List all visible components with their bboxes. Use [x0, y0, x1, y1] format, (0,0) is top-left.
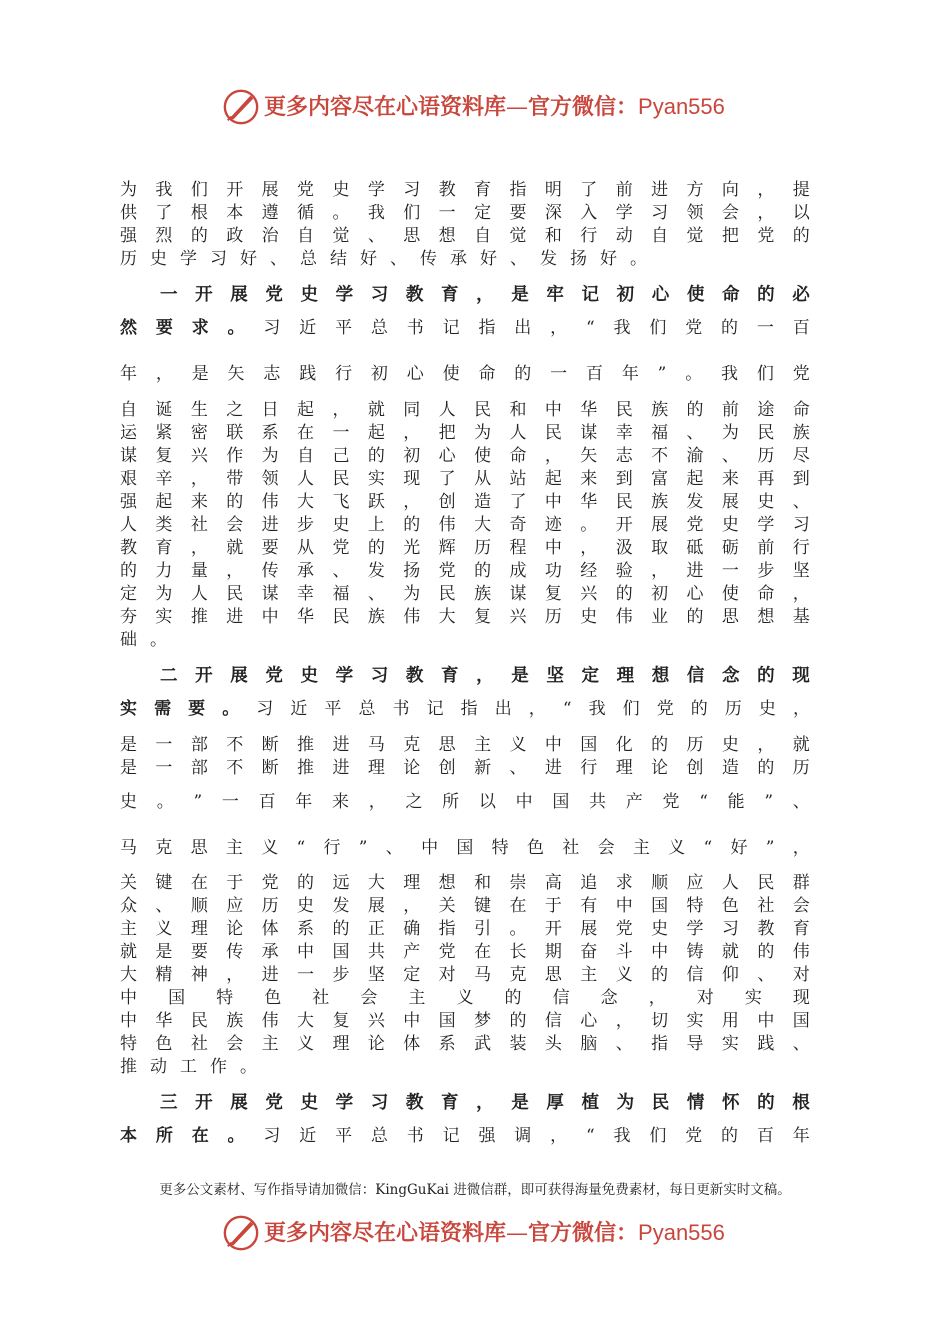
paragraph-line: 础 。: [120, 630, 167, 650]
paragraph-line: 艰 辛 ， 带 领 人 民 实 现 了 从 站 起 来 到 富 起 来 再 到: [120, 469, 810, 489]
quill-logo-icon: [222, 88, 260, 126]
paragraph-line: 的 力 量 ， 传 承 、 发 扬 党 的 成 功 经 验 ， 进 一 步 坚: [120, 561, 810, 581]
paragraph-line: 供 了 根 本 遵 循 。 我 们 一 定 要 深 入 学 习 领 会 ， 以: [120, 203, 810, 223]
banner-wechat-label: 官方微信：: [528, 1220, 639, 1246]
banner-dash: —: [506, 95, 529, 120]
banner-dash: —: [506, 1221, 529, 1246]
quill-logo-icon: [222, 1214, 260, 1252]
paragraph-line: 然 要 求 。 习 近 平 总 书 记 指 出 ， “ 我 们 党 的 一 百: [120, 318, 810, 338]
paragraph-line: 特 色 社 会 主 义 理 论 体 系 武 装 头 脑 、 指 导 实 践 、: [120, 1034, 810, 1054]
section-heading-line: 二 开 展 党 史 学 习 教 育 ， 是 坚 定 理 想 信 念 的 现: [160, 666, 810, 686]
section-heading-line: 三 开 展 党 史 学 习 教 育 ， 是 厚 植 为 民 情 怀 的 根: [160, 1093, 810, 1113]
paragraph-line: 谋 复 兴 作 为 自 己 的 初 心 使 命 ， 矢 志 不 渝 、 历 尽: [120, 446, 810, 466]
banner-text: 更多内容尽在心语资料库: [264, 1220, 507, 1246]
section-heading-line: 一 开 展 党 史 学 习 教 育 ， 是 牢 记 初 心 使 命 的 必: [160, 285, 810, 305]
paragraph-line: 马 克 思 主 义 “ 行 ” 、 中 国 特 色 社 会 主 义 “ 好 ” ，: [120, 838, 810, 858]
paragraph-line: 运 紧 密 联 系 在 一 起 ， 把 为 人 民 谋 幸 福 、 为 民 族: [120, 423, 810, 443]
paragraph-line: 夯 实 推 进 中 华 民 族 伟 大 复 兴 历 史 伟 业 的 思 想 基: [120, 607, 810, 627]
paragraph-line: 史 。 ” 一 百 年 来 ， 之 所 以 中 国 共 产 党 “ 能 ” 、: [120, 792, 810, 812]
banner-text: 更多内容尽在心语资料库: [264, 94, 507, 120]
paragraph-line: 大 精 神 ， 进 一 步 坚 定 对 马 克 思 主 义 的 信 仰 、 对: [120, 965, 810, 985]
paragraph-line: 就 是 要 传 承 中 国 共 产 党 在 长 期 奋 斗 中 铸 就 的 伟: [120, 942, 810, 962]
footer-banner: [0, 1210, 950, 1260]
paragraph-line: 众 、 顺 应 历 史 发 展 ， 关 键 在 于 有 中 国 特 色 社 会: [120, 896, 810, 916]
paragraph-line: 是 一 部 不 断 推 进 马 克 思 主 义 中 国 化 的 历 史 ， 就: [120, 735, 810, 755]
footer-note: 更多公文素材、写作指导请加微信：KingGuKai 进微信群，即可获得海量免费素材，每日更新实时文稿。: [159, 1182, 791, 1198]
paragraph-line: 人 类 社 会 进 步 史 上 的 伟 大 奇 迹 。 开 展 党 史 学 习: [120, 515, 810, 535]
paragraph-line: 自 诞 生 之 日 起 ， 就 同 人 民 和 中 华 民 族 的 前 途 命: [120, 400, 810, 420]
paragraph-line: 主 义 理 论 体 系 的 正 确 指 引 。 开 展 党 史 学 习 教 育: [120, 919, 810, 939]
paragraph-line: 关 键 在 于 党 的 远 大 理 想 和 崇 高 追 求 顺 应 人 民 群: [120, 873, 810, 893]
paragraph-line: 是 一 部 不 断 推 进 理 论 创 新 、 进 行 理 论 创 造 的 历: [120, 758, 810, 778]
paragraph-line: 历 史 学 习 好 、 总 结 好 、 传 承 好 、 发 扬 好 。: [120, 249, 647, 269]
paragraph-line: 强 起 来 的 伟 大 飞 跃 ， 创 造 了 中 华 民 族 发 展 史 、: [120, 492, 810, 512]
banner-wechat-label: 官方微信：: [528, 94, 639, 120]
paragraph-line: 本 所 在 。 习 近 平 总 书 记 强 调 ， “ 我 们 党 的 百 年: [120, 1126, 810, 1146]
paragraph-line: 年 ， 是 矢 志 践 行 初 心 使 命 的 一 百 年 ” 。 我 们 党: [120, 364, 810, 384]
paragraph-line: 中 华 民 族 伟 大 复 兴 中 国 梦 的 信 心 ， 切 实 用 中 国: [120, 1011, 810, 1031]
paragraph-line: 推 动 工 作 。: [120, 1057, 257, 1077]
paragraph-line: 实 需 要 。 习 近 平 总 书 记 指 出 ， “ 我 们 党 的 历 史 ，: [120, 699, 810, 719]
header-banner: [0, 84, 950, 134]
paragraph-line: 定 为 人 民 谋 幸 福 、 为 民 族 谋 复 兴 的 初 心 使 命 ，: [120, 584, 810, 604]
paragraph-line: 中 国 特 色 社 会 主 义 的 信 念 ， 对 实 现: [120, 988, 810, 1008]
banner-wechat-id: Pyan556: [638, 1220, 725, 1245]
paragraph-line: 强 烈 的 政 治 自 觉 、 思 想 自 觉 和 行 动 自 觉 把 党 的: [120, 226, 810, 246]
paragraph-line: 教 育 ， 就 要 从 党 的 光 辉 历 程 中 ， 汲 取 砥 砺 前 行: [120, 538, 810, 558]
banner-wechat-id: Pyan556: [638, 94, 725, 119]
paragraph-line: 为 我 们 开 展 党 史 学 习 教 育 指 明 了 前 进 方 向 ， 提: [120, 180, 810, 200]
